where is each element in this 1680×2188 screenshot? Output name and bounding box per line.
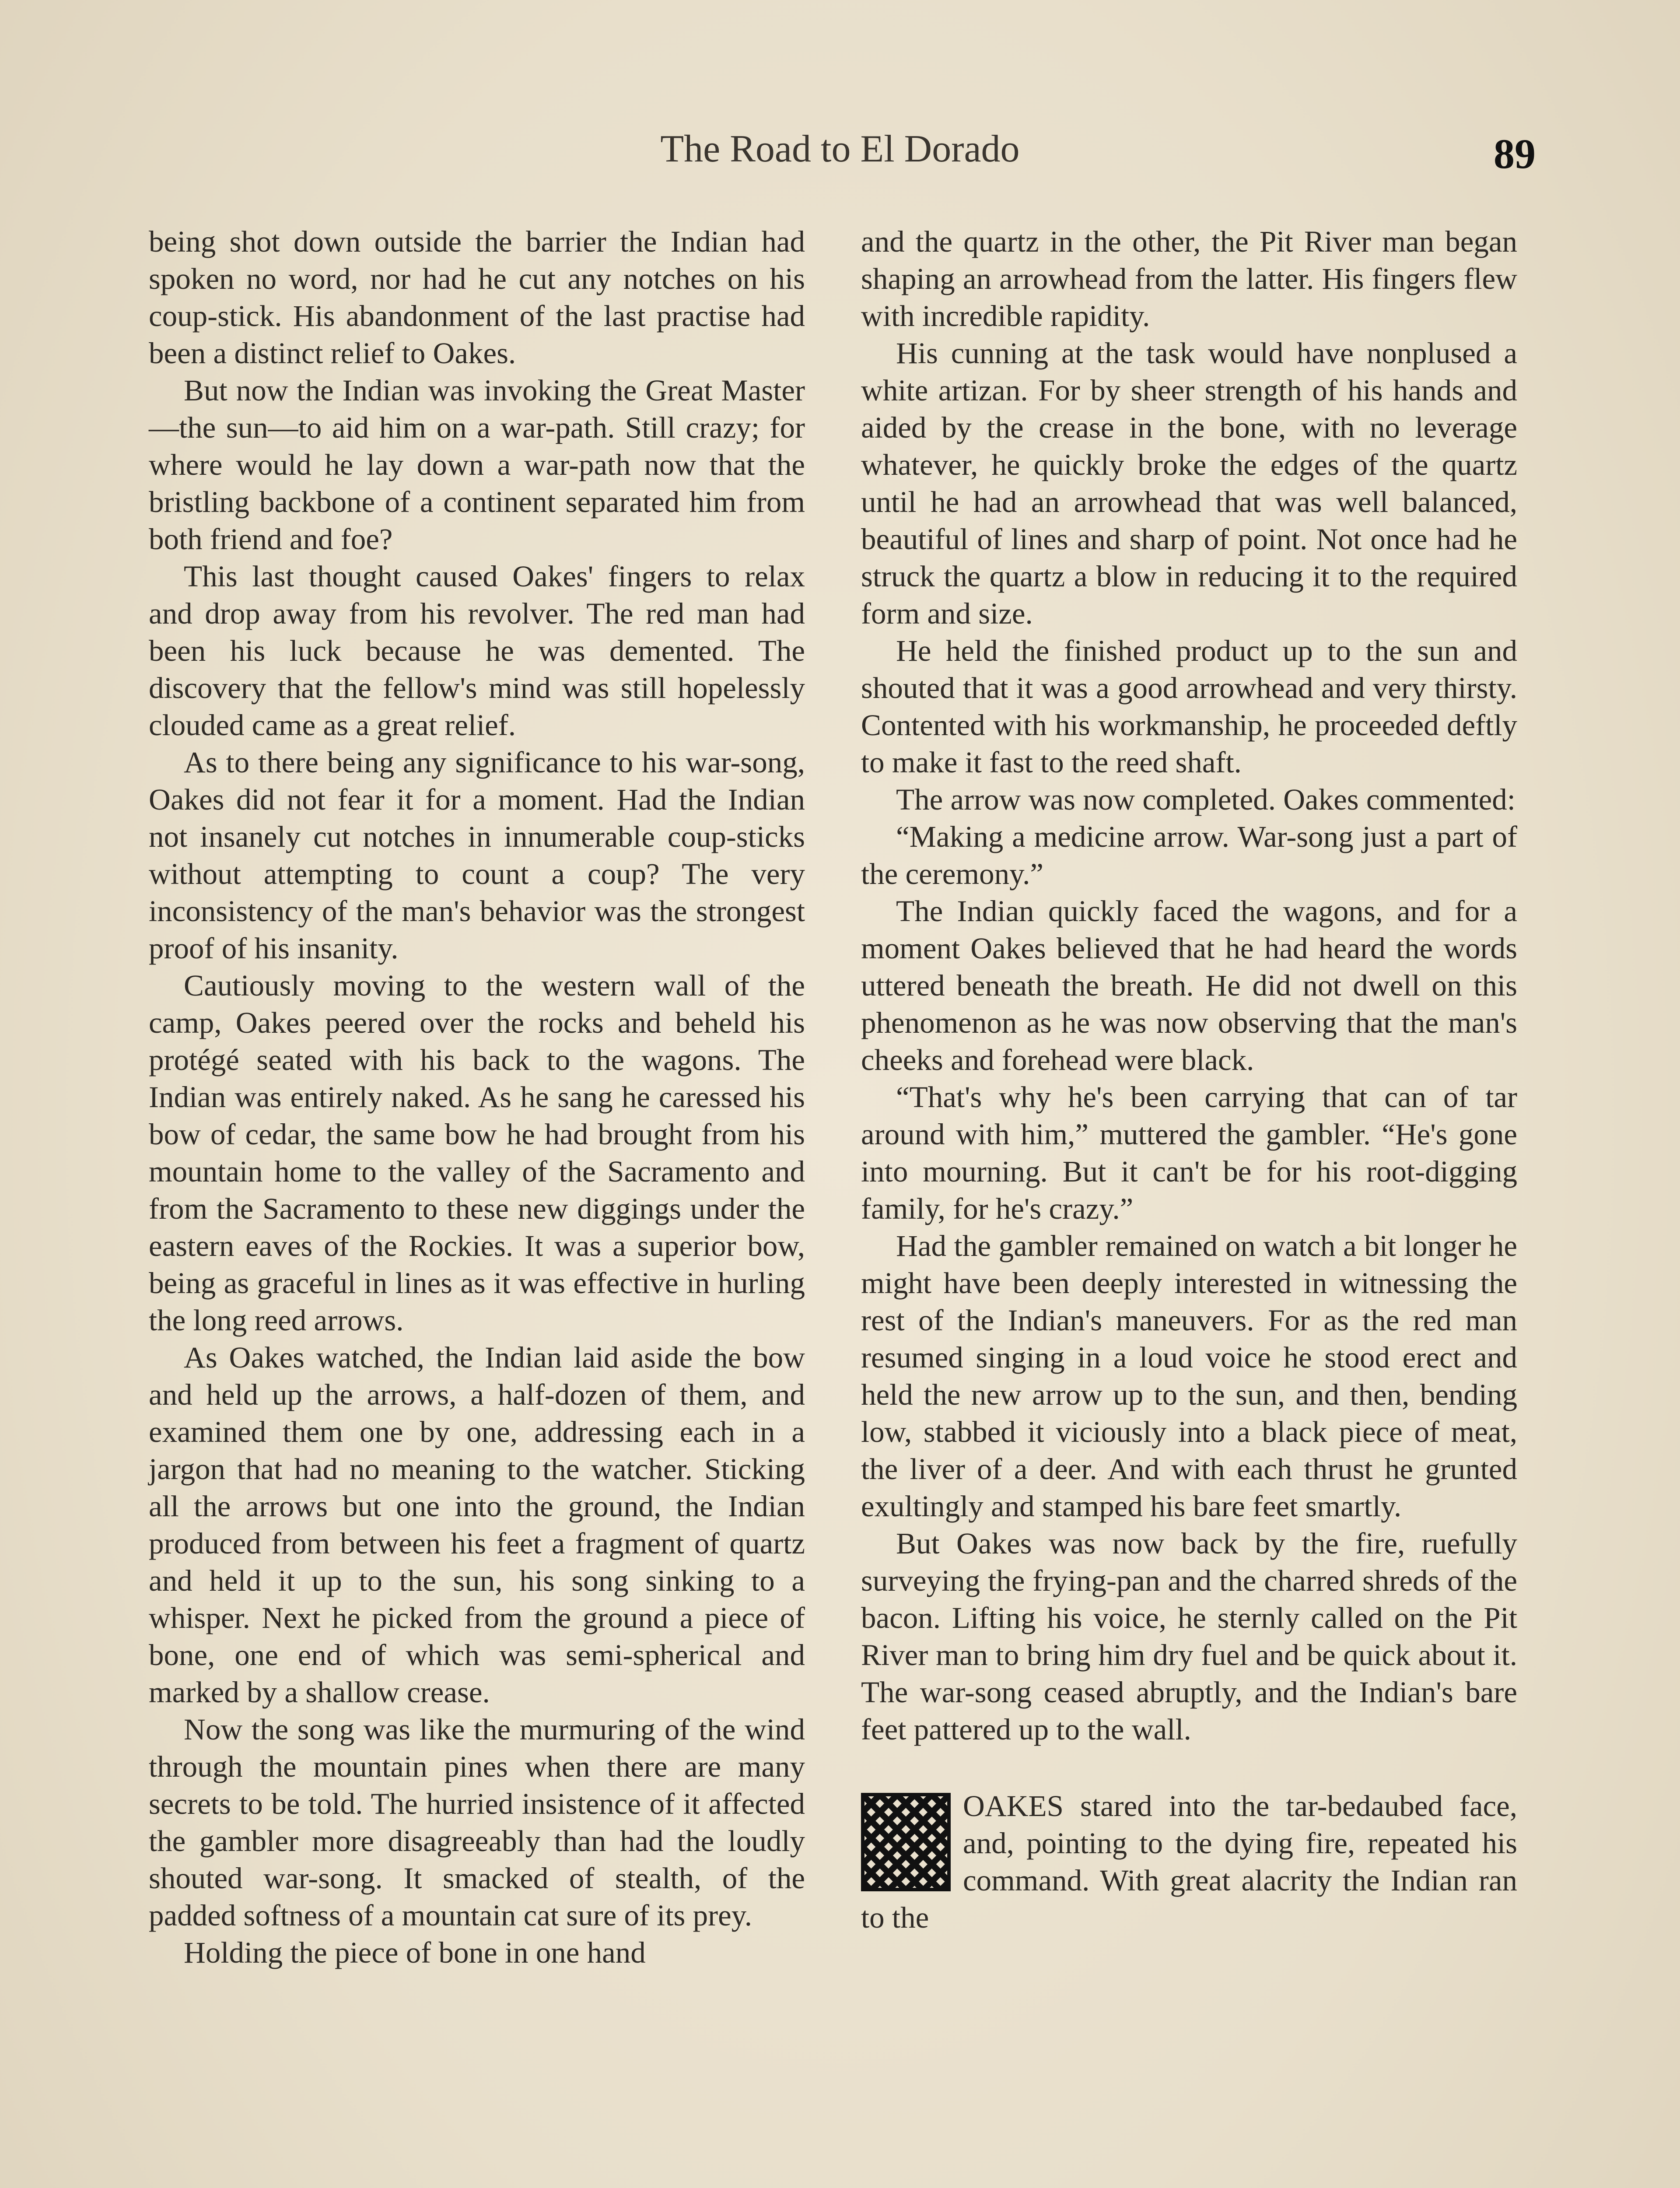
running-title: The Road to El Dorado <box>660 128 1020 170</box>
paragraph: “Making a medicine arrow. War-song just a part of the ceremony.” <box>861 820 1517 891</box>
left-column <box>149 223 805 1971</box>
paragraph: This last thought caused Oakes' fingers to relax and drop away from his revolver. The red man had been his luck because he was demented. The discovery that the fellow's mind was still hopelessly clouded came as a great relief. <box>149 560 805 742</box>
paragraph: The Indian quickly faced the wagons, and for a moment Oakes believed that he had heard the words uttered beneath the breath. He did not dwell on this phenomenon as he was now observing that the man's cheeks and forehead were black. <box>861 894 1517 1076</box>
paragraph: As Oakes watched, the Indian laid aside the bow and held up the arrows, a half-dozen of them, and examined them one by one, addressing each in a jargon that had no meaning to the watcher. Sticking all the arrows but one into the ground, the Indian produced from between his feet a fragment of quartz and held it up to the sun, his song sinking to a whisper. Next he picked from the ground a piece of bone, one end of which was semi-spherical and marked by a shallow crease. <box>149 1341 805 1709</box>
paragraph: Cautiously moving to the western wall of the camp, Oakes peered over the rocks and beheld his protégé seated with his back to the wagons. The Indian was entirely naked. As he sang he caressed his bow of cedar, the same bow he had brought from his mountain home to the valley of the Sacramento and from the Sacramento to these new diggings under the eastern eaves of the Rockies. It was a superior bow, being as graceful in lines as it was effective in hurling the long reed arrows. <box>149 969 805 1337</box>
paragraph: Had the gambler remained on watch a bit longer he might have been deeply interested in witnessing the rest of the Indian's maneuvers. For as the red man resumed singing in a loud voice he stood erect and held the new arrow up to the sun, and then, bending low, stabbed it viciously into a black piece of meat, the liver of a deer. And with each thrust he grunted exultingly and stamped his bare feet smartly. <box>861 1229 1517 1523</box>
section-start-text: OAKES stared into the tar-bedaubed face, and, pointing to the dying fire, repeated his command. With great alacrity the Indian ran to the <box>861 1789 1517 1934</box>
paragraph: and the quartz in the other, the Pit River man began shaping an arrowhead from the latter. His fingers flew with incredible rapidity. <box>861 225 1517 333</box>
paragraph: being shot down outside the barrier the Indian had spoken no word, nor had he cut any notches on his coup-stick. His abandonment of the last practise had been a distinct relief to Oakes. <box>149 225 805 370</box>
decorative-initial-ornament <box>861 1793 951 1891</box>
right-column <box>861 223 1517 1936</box>
paragraph: “That's why he's been carrying that can of tar around with him,” muttered the gambler. “He's gone into mourning. But it can't be for his root-digging family, for he's crazy.” <box>861 1080 1517 1225</box>
paragraph: But now the Indian was invoking the Great Master—the sun—to aid him on a war-path. Still crazy; for where would he lay down a war-path now that the bristling backbone of a continent separated him from both friend and foe? <box>149 374 805 556</box>
paragraph: As to there being any significance to his war-song, Oakes did not fear it for a moment. Had the Indian not insanely cut notches in innumerable coup-sticks without attempting to count a coup? The very inconsistency of the man's behavior was the strongest proof of his insanity. <box>149 746 805 965</box>
paragraph: Holding the piece of bone in one hand <box>184 1936 646 1969</box>
page-number: 89 <box>1494 130 1536 177</box>
paragraph: The arrow was now completed. Oakes commented: <box>896 783 1516 816</box>
section-start-paragraph <box>861 1788 1517 1936</box>
paragraph: His cunning at the task would have nonplused a white artizan. For by sheer strength of his hands and aided by the crease in the bone, with no leverage whatever, he quickly broke the edges of the quartz until he had an arrowhead that was well balanced, beautiful of lines and sharp of point. Not once had he struck the quartz a blow in reducing it to the required form and size. <box>861 337 1517 630</box>
paragraph: He held the finished product up to the sun and shouted that it was a good arrowhead and very thirsty. Contented with his workmanship, he proceeded deftly to make it fast to the reed shaft. <box>861 634 1517 779</box>
paragraph: But Oakes was now back by the fire, ruefully surveying the frying-pan and the charred shreds of the bacon. Lifting his voice, he sternly called on the Pit River man to bring him dry fuel and be quick about it. The war-song ceased abruptly, and the Indian's bare feet pattered up to the wall. <box>861 1527 1517 1746</box>
paragraph: Now the song was like the murmuring of the wind through the mountain pines when there are many secrets to be told. The hurried insistence of it affected the gambler more disagreeably than had the loudly shouted war-song. It smacked of stealth, of the padded softness of a mountain cat sure of its prey. <box>149 1713 805 1932</box>
